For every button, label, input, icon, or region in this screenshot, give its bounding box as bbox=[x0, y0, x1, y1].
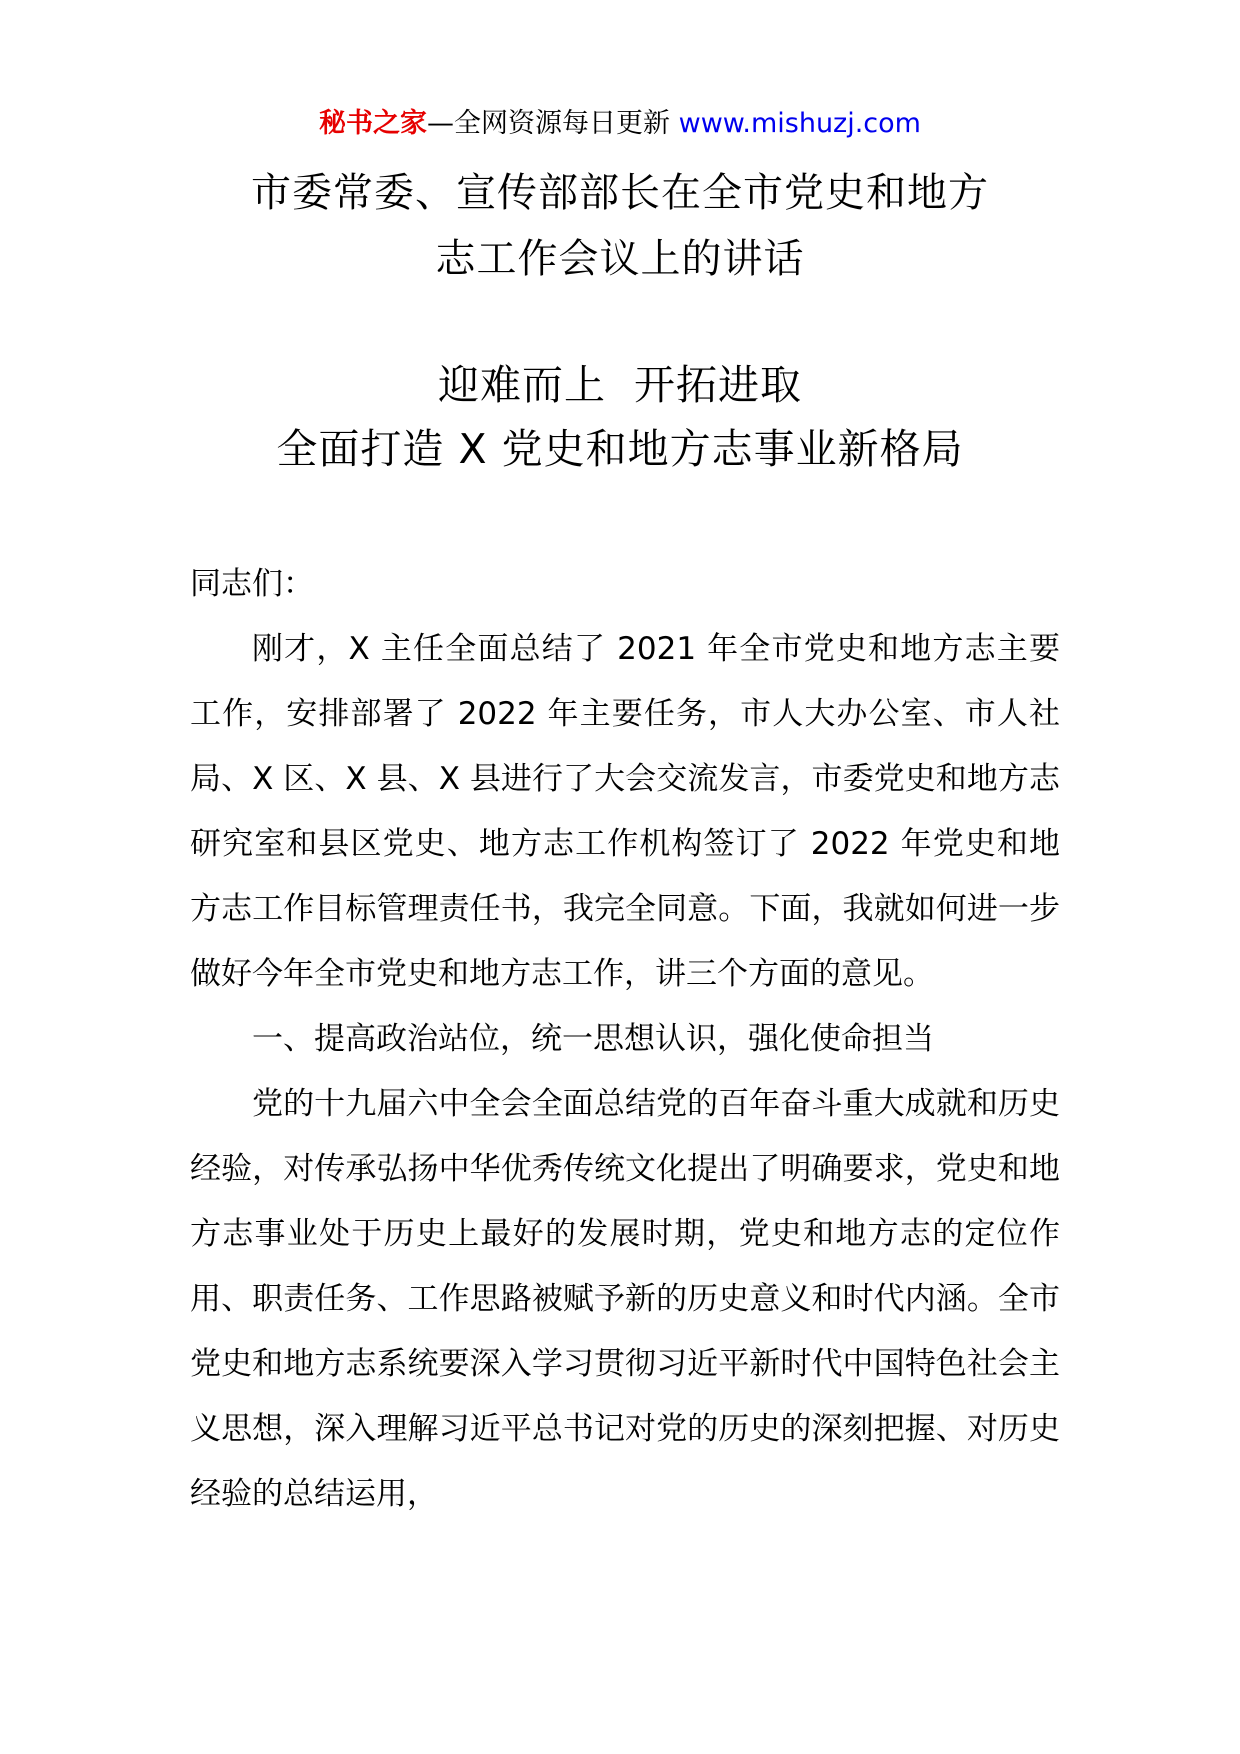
site-url-link[interactable]: www.mishuzj.com bbox=[678, 108, 921, 139]
header-slogan: —全网资源每日更新 bbox=[427, 108, 679, 139]
document-title bbox=[0, 160, 1240, 292]
document-subtitle bbox=[0, 353, 1240, 481]
site-header bbox=[0, 104, 1240, 144]
subtitle-line-2: 全面打造 X 党史和地方志事业新格局 bbox=[276, 425, 964, 473]
title-line-1: 市委常委、宣传部部长在全市党史和地方 bbox=[251, 170, 989, 216]
section-heading-1: 一、提高政治站位，统一思想认识，强化使命担当 bbox=[252, 1021, 934, 1057]
document-body bbox=[190, 552, 1060, 1527]
subtitle-line-1: 迎难而上 开拓进取 bbox=[437, 361, 803, 409]
paragraph-1: 刚才，X 主任全面总结了 2021 年全市党史和地方志主要工作，安排部署了 2022 年主要任务，市人大办公室、市人社局、X 区、X 县、X 县进行了大会交流发言，市委党史和地方志研究室和县区党史、地方志工作机构签订了 2022 年党史和地方志工作目标管理责任书，我完全同意。下面，我就如何进一步做好今年全市党史和地方志工作，讲三个方面的意见。 bbox=[190, 631, 1060, 992]
brand-name: 秘书之家 bbox=[319, 108, 428, 139]
title-line-2: 志工作会议上的讲话 bbox=[435, 236, 805, 282]
salutation: 同志们： bbox=[190, 566, 314, 602]
paragraph-2: 党的十九届六中全会全面总结党的百年奋斗重大成就和历史经验，对传承弘扬中华优秀传统文化提出了明确要求，党史和地方志事业处于历史上最好的发展时期，党史和地方志的定位作用、职责任务、工作思路被赋予新的历史意义和时代内涵。全市党史和地方志系统要深入学习贯彻习近平新时代中国特色社会主义思想，深入理解习近平总书记对党的历史的深刻把握、对历史经验的总结运用， bbox=[190, 1086, 1060, 1512]
